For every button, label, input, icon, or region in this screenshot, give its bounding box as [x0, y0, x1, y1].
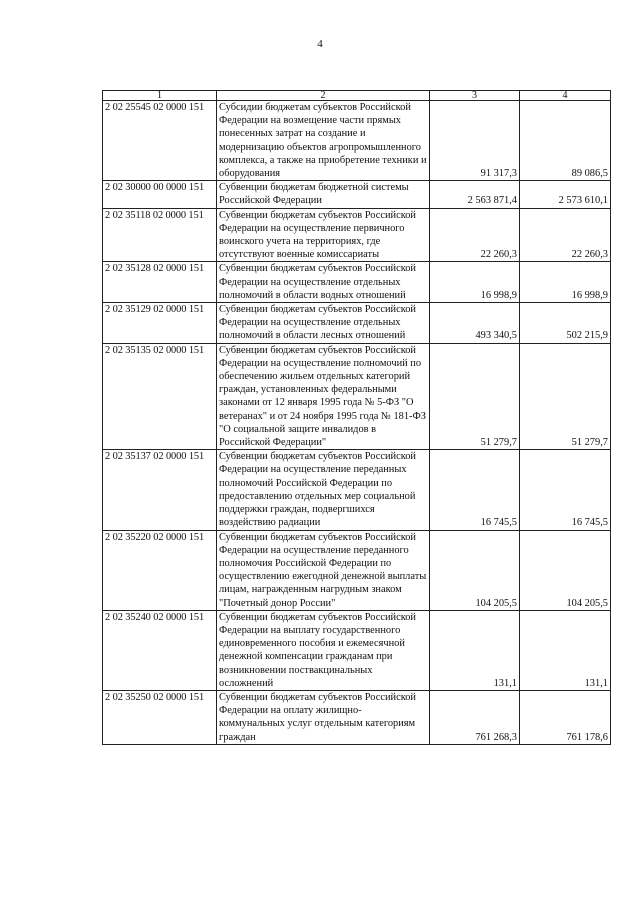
item-name: Субвенции бюджетам субъектов Российской Федерации на осуществление отдельных полномочий в области лесных отношений — [217, 303, 430, 344]
header-col-4: 4 — [520, 91, 611, 101]
budget-code: 2 02 25545 02 0000 151 — [103, 101, 217, 181]
budget-code: 2 02 35220 02 0000 151 — [103, 530, 217, 610]
amount-col-4: 16 745,5 — [520, 450, 611, 530]
table-row — [103, 343, 611, 450]
item-name: Субвенции бюджетам субъектов Российской Федерации на осуществление первичного воинского учета на территориях, где отсутствуют военные комиссариаты — [217, 208, 430, 262]
table-row — [103, 690, 611, 744]
amount-col-3: 131,1 — [430, 610, 520, 690]
amount-col-3: 16 998,9 — [430, 262, 520, 303]
amount-col-3: 104 205,5 — [430, 530, 520, 610]
amount-col-3: 493 340,5 — [430, 303, 520, 344]
budget-table — [102, 90, 611, 745]
table-row — [103, 450, 611, 530]
budget-code: 2 02 35135 02 0000 151 — [103, 343, 217, 450]
budget-code: 2 02 30000 00 0000 151 — [103, 181, 217, 208]
amount-col-4: 104 205,5 — [520, 530, 611, 610]
budget-code: 2 02 35240 02 0000 151 — [103, 610, 217, 690]
amount-col-4: 131,1 — [520, 610, 611, 690]
amount-col-3: 51 279,7 — [430, 343, 520, 450]
table-row — [103, 262, 611, 303]
table-row — [103, 530, 611, 610]
item-name: Субвенции бюджетам субъектов Российской Федерации на выплату государственного единовременного пособия и ежемесячной денежной компенсации гражданам при возникновении поствакцинальных осложнений — [217, 610, 430, 690]
item-name: Субвенции бюджетам субъектов Российской Федерации на осуществление переданного полномочия Российской Федерации по осуществлению ежегодной денежной выплаты лицам, награжденным нагрудным знаком "Почетный донор России" — [217, 530, 430, 610]
amount-col-3: 761 268,3 — [430, 690, 520, 744]
table-row — [103, 101, 611, 181]
table-row — [103, 610, 611, 690]
item-name: Субвенции бюджетам субъектов Российской Федерации на осуществление отдельных полномочий в области водных отношений — [217, 262, 430, 303]
amount-col-4: 2 573 610,1 — [520, 181, 611, 208]
amount-col-3: 16 745,5 — [430, 450, 520, 530]
header-col-3: 3 — [430, 91, 520, 101]
table-row — [103, 208, 611, 262]
item-name: Субвенции бюджетам субъектов Российской Федерации на осуществление полномочий по обеспечению жильем отдельных категорий граждан, установленных федеральными законами от 12 января 1995 года № 5-ФЗ "О ветеранах" и от 24 ноября 1995 года № 181-ФЗ "О социальной защите инвалидов в Российской Федерации" — [217, 343, 430, 450]
item-name: Субвенции бюджетам субъектов Российской Федерации на осуществление переданных полномочий Российской Федерации по предоставлению отдельных мер социальной поддержки граждан, подвергшихся воздействию радиации — [217, 450, 430, 530]
amount-col-4: 22 260,3 — [520, 208, 611, 262]
amount-col-3: 2 563 871,4 — [430, 181, 520, 208]
amount-col-3: 22 260,3 — [430, 208, 520, 262]
amount-col-3: 91 317,3 — [430, 101, 520, 181]
page-number: 4 — [317, 38, 323, 50]
budget-code: 2 02 35129 02 0000 151 — [103, 303, 217, 344]
item-name: Субвенции бюджетам бюджетной системы Российской Федерации — [217, 181, 430, 208]
header-col-2: 2 — [217, 91, 430, 101]
amount-col-4: 502 215,9 — [520, 303, 611, 344]
table-header-row — [103, 91, 611, 101]
budget-code: 2 02 35137 02 0000 151 — [103, 450, 217, 530]
item-name: Субсидии бюджетам субъектов Российской Федерации на возмещение части прямых понесенных затрат на создание и модернизацию объектов агропромышленного комплекса, а также на приобретение техники и оборудования — [217, 101, 430, 181]
budget-code: 2 02 35250 02 0000 151 — [103, 690, 217, 744]
amount-col-4: 89 086,5 — [520, 101, 611, 181]
amount-col-4: 51 279,7 — [520, 343, 611, 450]
table-row — [103, 303, 611, 344]
header-col-1: 1 — [103, 91, 217, 101]
budget-code: 2 02 35118 02 0000 151 — [103, 208, 217, 262]
table-row — [103, 181, 611, 208]
budget-code: 2 02 35128 02 0000 151 — [103, 262, 217, 303]
amount-col-4: 761 178,6 — [520, 690, 611, 744]
item-name: Субвенции бюджетам субъектов Российской Федерации на оплату жилищно-коммунальных услуг отдельным категориям граждан — [217, 690, 430, 744]
amount-col-4: 16 998,9 — [520, 262, 611, 303]
